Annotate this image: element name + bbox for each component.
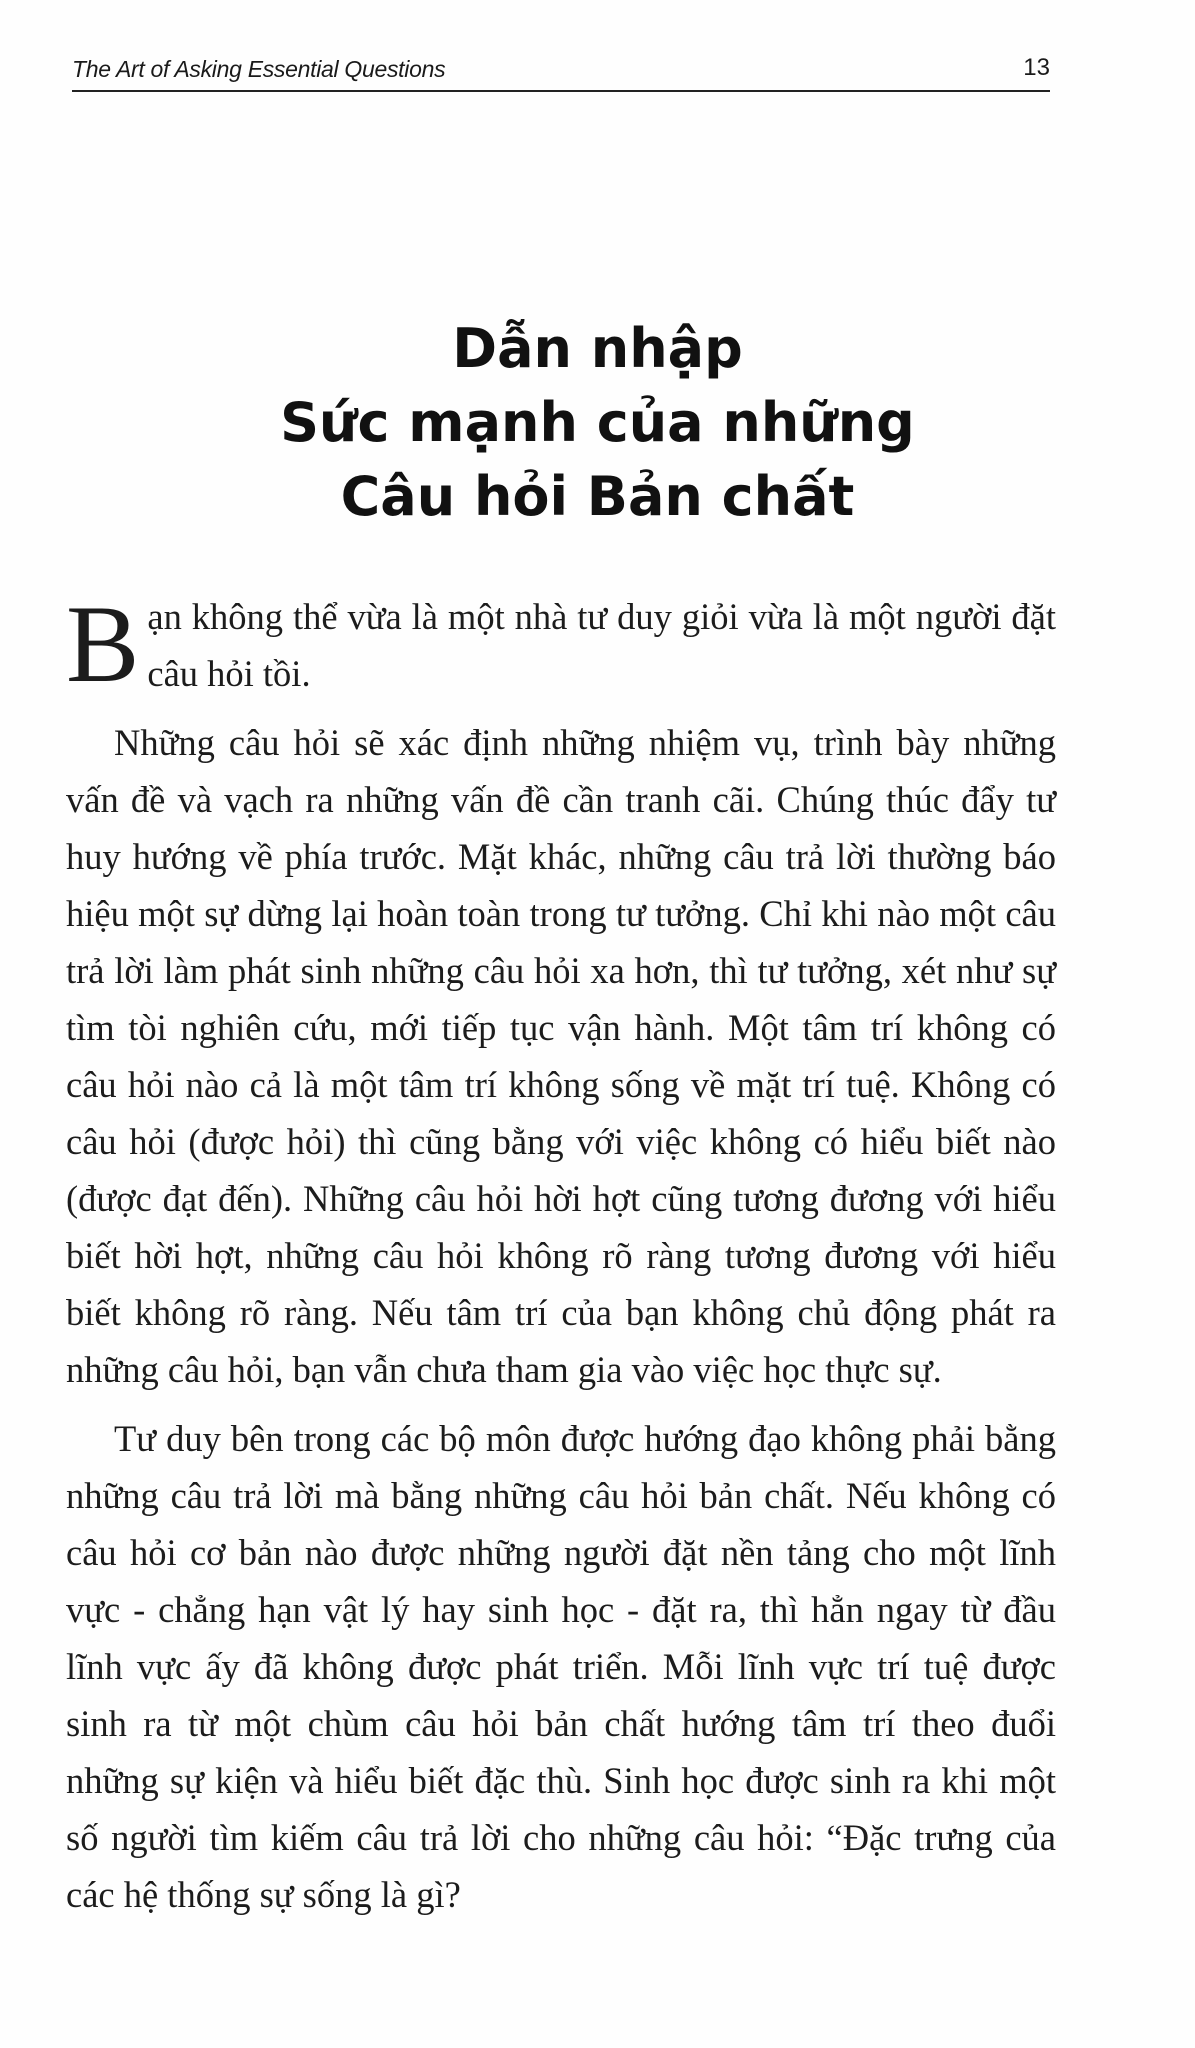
chapter-title-line-3: Câu hỏi Bản chất (340, 465, 855, 528)
paragraph-2: Những câu hỏi sẽ xác định những nhiệm vụ, trình bày những vấn đề và vạch ra những vấn đề cần tranh cãi. Chúng thúc đẩy tư huy hướng về phía trước. Mặt khác, những câu trả lời thường báo hiệu một sự dừng lại hoàn toàn trong tư tưởng. Chỉ khi nào một câu trả lời làm phát sinh những câu hỏi xa hơn, thì tư tưởng, xét như sự tìm tòi nghiên cứu, mới tiếp tục vận hành. Một tâm trí không có câu hỏi nào cả là một tâm trí không sống về mặt trí tuệ. Không có câu hỏi (được hỏi) thì cũng bằng với việc không có hiểu biết nào (được đạt đến). Những câu hỏi hời hợt cũng tương đương với hiểu biết hời hợt, những câu hỏi không rõ ràng tương đương với hiểu biết không rõ ràng. Nếu tâm trí của bạn không chủ động phát ra những câu hỏi, bạn vẫn chưa tham gia vào việc học thực sự. (66, 722, 1056, 1390)
paragraph-1-text: ạn không thể vừa là một nhà tư duy giỏi vừa là một người đặt câu hỏi tồi. (147, 596, 1056, 694)
chapter-title (0, 312, 1195, 534)
paragraph-3: Tư duy bên trong các bộ môn được hướng đạo không phải bằng những câu trả lời mà bằng những câu hỏi bản chất. Nếu không có câu hỏi cơ bản nào được những người đặt nền tảng cho một lĩnh vực - chẳng hạn vật lý hay sinh học - đặt ra, thì hẳn ngay từ đầu lĩnh vực ấy đã không được phát triển. Mỗi lĩnh vực trí tuệ được sinh ra từ một chùm câu hỏi bản chất hướng tâm trí theo đuổi những sự kiện và hiểu biết đặc thù. Sinh học được sinh ra khi một số người tìm kiếm câu trả lời cho những câu hỏi: “Đặc trưng của các hệ thống sự sống là gì? (66, 1418, 1056, 1915)
page-number: 13 (1023, 54, 1050, 81)
chapter-title-line-1: Dẫn nhập (452, 317, 743, 380)
running-header (72, 50, 1050, 92)
drop-cap: B (66, 583, 140, 705)
paragraph-1 (66, 583, 1056, 705)
body-text (66, 583, 1056, 1935)
running-title: The Art of Asking Essential Questions (72, 56, 446, 82)
chapter-title-line-2: Sức mạnh của những (280, 391, 915, 454)
